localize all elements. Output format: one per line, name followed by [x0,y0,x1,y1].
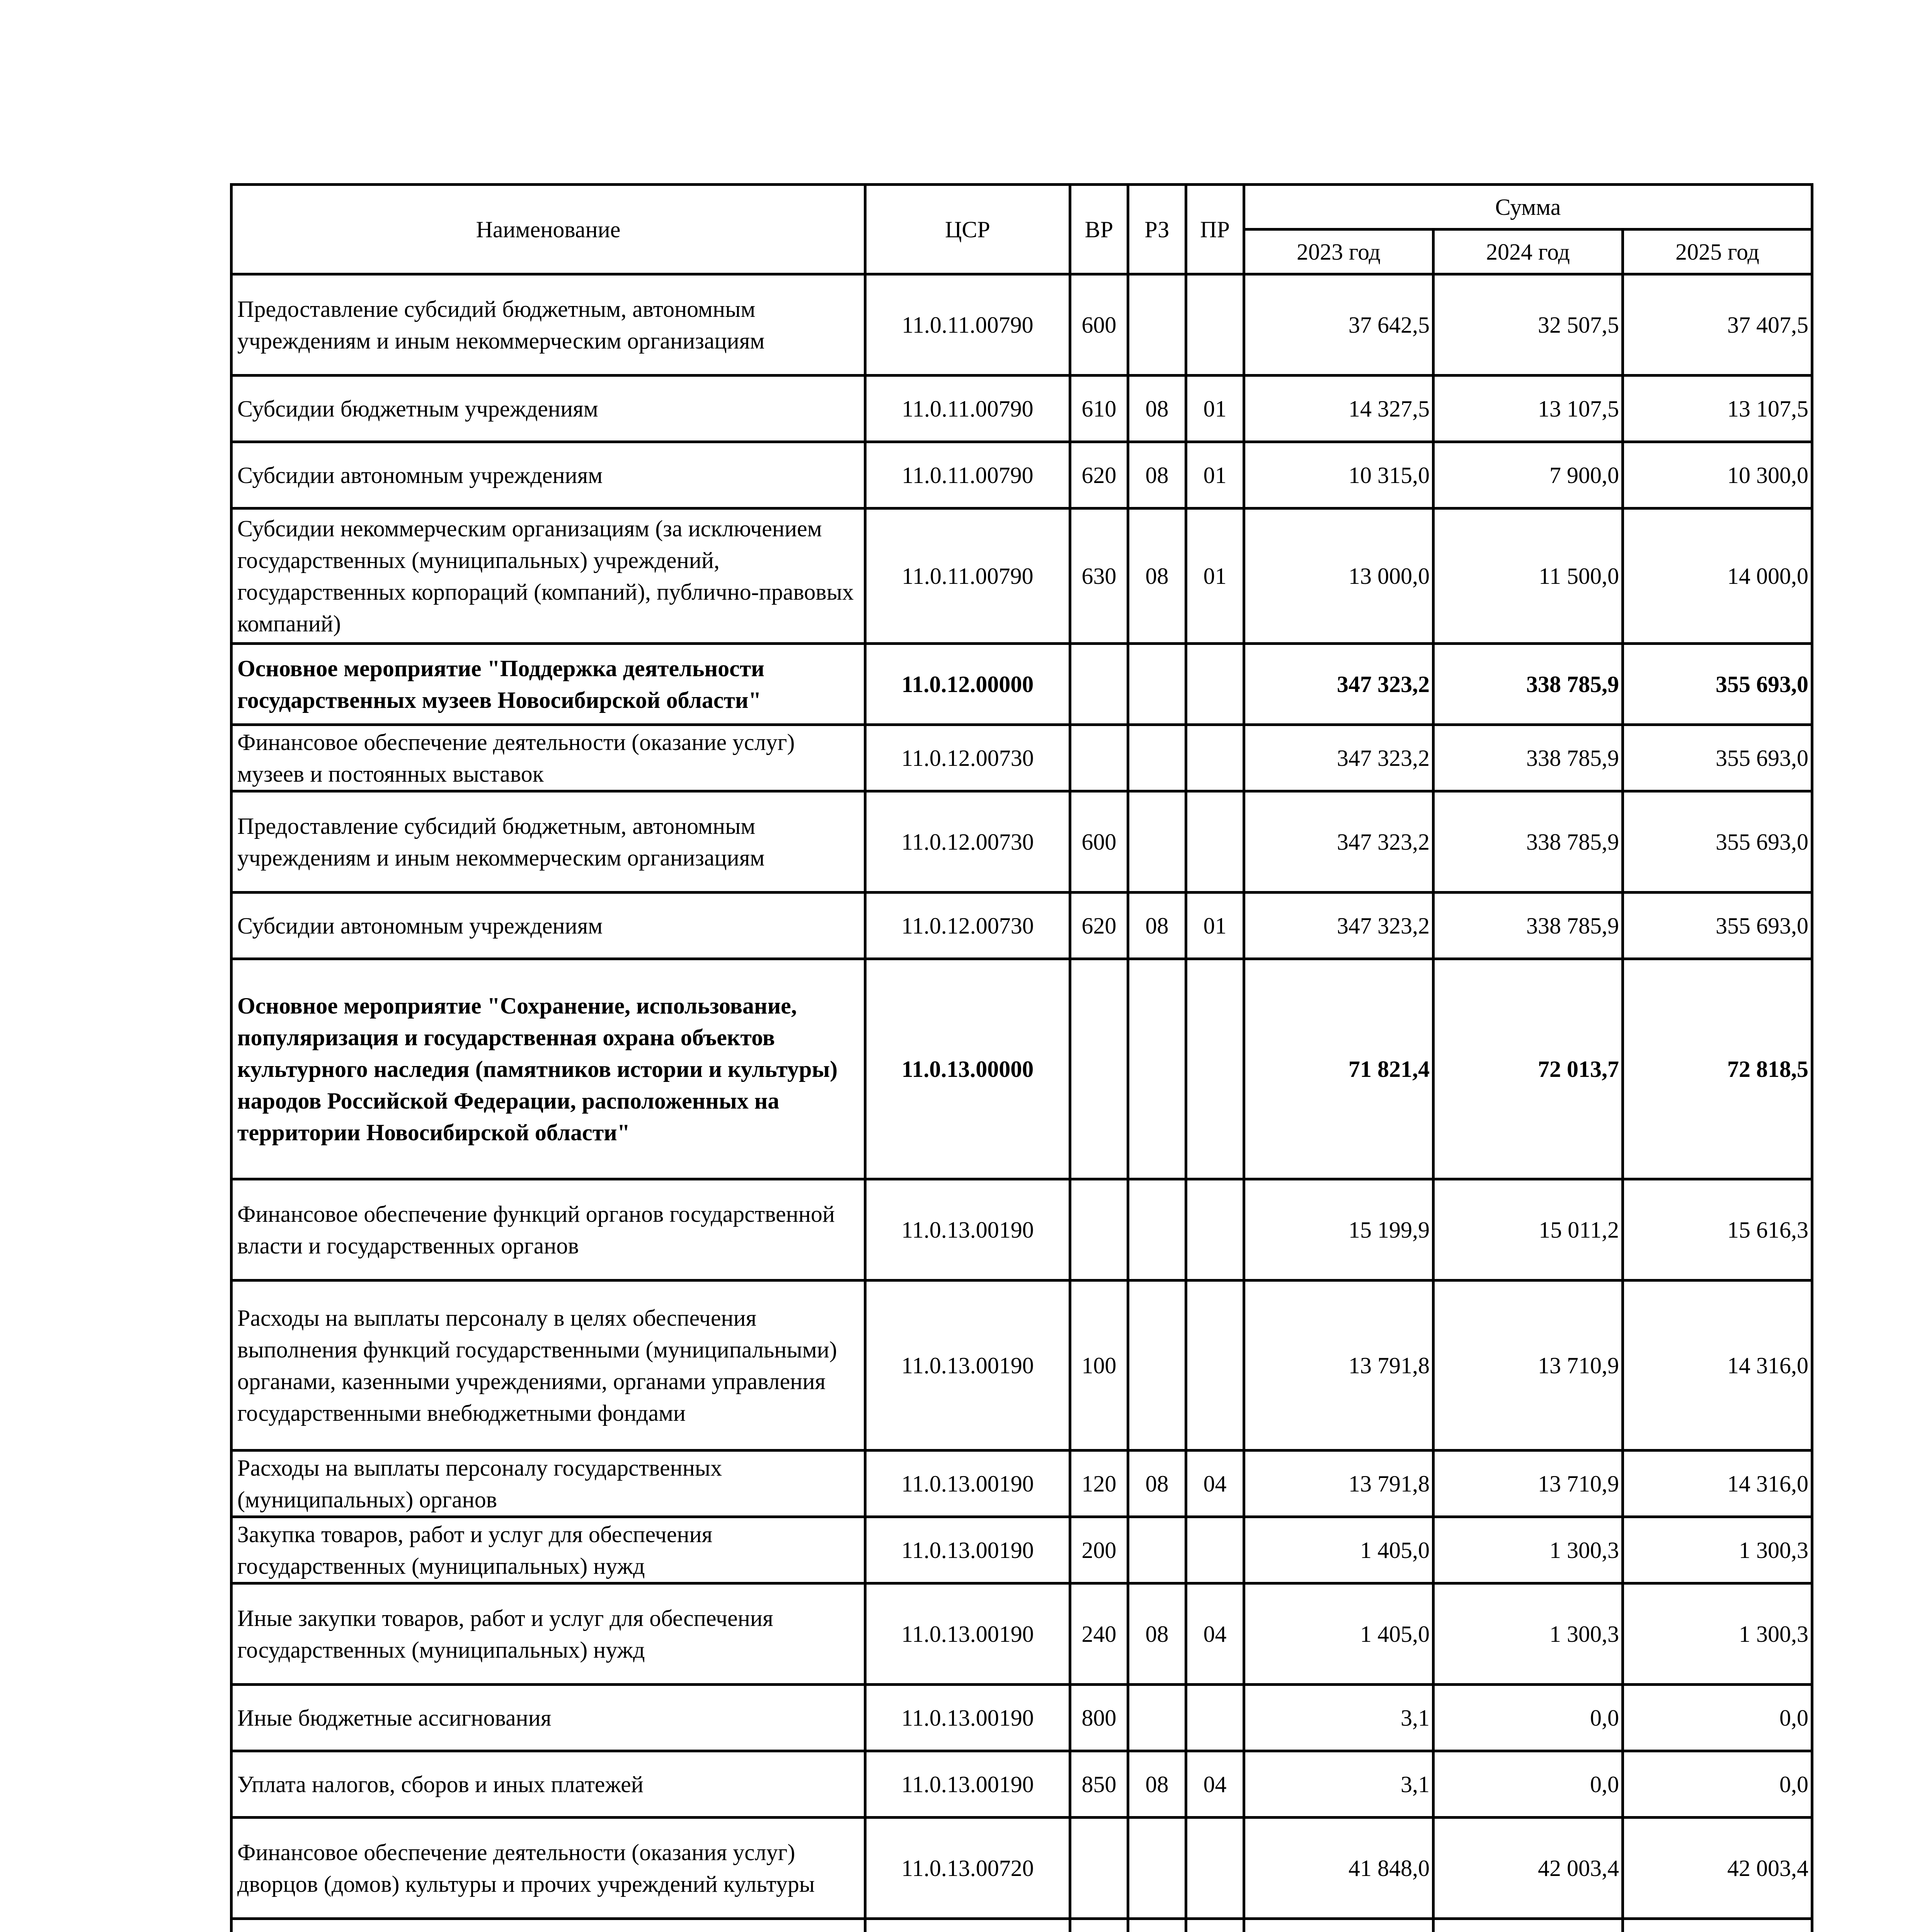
row-sum-2023: 15 199,9 [1244,1179,1433,1281]
row-vr: 600 [1070,274,1128,376]
row-csr: 11.0.12.00730 [865,725,1070,791]
row-sum-2025: 1 300,3 [1623,1517,1812,1583]
row-pr [1186,644,1244,725]
row-rz [1128,1179,1186,1281]
row-vr [1070,1919,1128,1932]
row-sum-2025: 0,0 [1623,1751,1812,1818]
row-sum-2025: 13 107,5 [1623,376,1812,442]
row-pr [1186,959,1244,1179]
row-vr: 120 [1070,1451,1128,1517]
row-sum-2025: 355 693,0 [1623,791,1812,893]
table-row [232,1451,1812,1517]
table-row [232,725,1812,791]
row-sum-2023: 14 327,5 [1244,376,1433,442]
row-sum-2025: 1 300,3 [1623,1583,1812,1685]
row-pr [1186,1919,1244,1932]
row-vr: 240 [1070,1583,1128,1685]
table-row [232,1919,1812,1932]
row-name: Финансовое обеспечение деятельности (оказания услуг) дворцов (домов) культуры и прочих учреждений культуры [232,1818,865,1919]
row-vr: 850 [1070,1751,1128,1818]
row-name: Иные бюджетные ассигнования [232,1685,865,1751]
table-body [232,274,1812,1932]
row-rz [1128,274,1186,376]
row-name: Субсидии бюджетным учреждениям [232,376,865,442]
row-vr: 620 [1070,442,1128,509]
row-rz [1128,1818,1186,1919]
row-csr: 11.0.13.00720 [865,1818,1070,1919]
row-sum-2025 [1623,1919,1812,1932]
header-year-2023: 2023 год [1244,230,1433,274]
row-vr: 630 [1070,509,1128,644]
row-csr: 11.0.11.00790 [865,274,1070,376]
row-sum-2024: 42 003,4 [1433,1818,1623,1919]
row-sum-2025: 0,0 [1623,1685,1812,1751]
table-row [232,1751,1812,1818]
row-rz: 08 [1128,1583,1186,1685]
row-sum-2023: 71 821,4 [1244,959,1433,1179]
row-sum-2025: 14 316,0 [1623,1451,1812,1517]
row-name: Закупка товаров, работ и услуг для обеспечения государственных (муниципальных) нужд [232,1517,865,1583]
row-rz: 08 [1128,893,1186,959]
table-row [232,1818,1812,1919]
table-row [232,893,1812,959]
row-csr: 11.0.13.00190 [865,1451,1070,1517]
table-row [232,442,1812,509]
header-pr: ПР [1186,185,1244,274]
row-sum-2025: 72 818,5 [1623,959,1812,1179]
row-rz: 08 [1128,1451,1186,1517]
row-pr: 01 [1186,893,1244,959]
row-sum-2023: 10 315,0 [1244,442,1433,509]
row-sum-2023: 13 000,0 [1244,509,1433,644]
row-sum-2024: 7 900,0 [1433,442,1623,509]
row-sum-2023: 347 323,2 [1244,791,1433,893]
row-csr: 11.0.11.00790 [865,376,1070,442]
row-vr [1070,644,1128,725]
row-csr: 11.0.13.00190 [865,1179,1070,1281]
row-pr [1186,791,1244,893]
row-rz [1128,725,1186,791]
row-vr: 600 [1070,791,1128,893]
row-vr: 100 [1070,1281,1128,1451]
table-row [232,791,1812,893]
row-name: Финансовое обеспечение функций органов государственной власти и государственных органов [232,1179,865,1281]
row-pr [1186,1517,1244,1583]
row-name: Предоставление субсидий бюджетным, автономным учреждениям и иным некоммерческим организациям [232,791,865,893]
row-name: Основное мероприятие "Сохранение, использование, популяризация и государственная охрана объектов культурного наследия (памятников истории и культуры) народов Российской Федерации, расположенных на территории Новосибирской области" [232,959,865,1179]
row-pr: 04 [1186,1583,1244,1685]
row-csr: 11.0.12.00000 [865,644,1070,725]
row-sum-2025: 355 693,0 [1623,893,1812,959]
row-pr: 01 [1186,509,1244,644]
row-sum-2024: 338 785,9 [1433,893,1623,959]
row-pr [1186,725,1244,791]
row-sum-2023: 3,1 [1244,1751,1433,1818]
row-pr [1186,1281,1244,1451]
row-name: Иные закупки товаров, работ и услуг для обеспечения государственных (муниципальных) нужд [232,1583,865,1685]
row-sum-2024: 13 107,5 [1433,376,1623,442]
row-sum-2024: 338 785,9 [1433,725,1623,791]
row-csr: 11.0.13.00190 [865,1685,1070,1751]
header-year-2024: 2024 год [1433,230,1623,274]
budget-table [230,183,1813,1932]
table-row [232,644,1812,725]
table-row [232,1583,1812,1685]
row-name: Финансовое обеспечение деятельности (оказание услуг) музеев и постоянных выставок [232,725,865,791]
row-sum-2025: 14 000,0 [1623,509,1812,644]
row-sum-2024: 11 500,0 [1433,509,1623,644]
row-vr [1070,1179,1128,1281]
row-vr [1070,1818,1128,1919]
row-csr [865,1919,1070,1932]
row-sum-2024: 338 785,9 [1433,791,1623,893]
row-rz: 08 [1128,1751,1186,1818]
row-csr: 11.0.13.00190 [865,1583,1070,1685]
row-sum-2023: 37 642,5 [1244,274,1433,376]
row-pr [1186,1685,1244,1751]
row-pr: 01 [1186,376,1244,442]
row-sum-2023: 13 791,8 [1244,1451,1433,1517]
row-name: Субсидии некоммерческим организациям (за исключением государственных (муниципальных) учреждений, государственных корпораций (компаний), публично-правовых компаний) [232,509,865,644]
row-sum-2023: 13 791,8 [1244,1281,1433,1451]
row-sum-2024: 15 011,2 [1433,1179,1623,1281]
row-rz [1128,1517,1186,1583]
row-pr [1186,1818,1244,1919]
row-csr: 11.0.13.00190 [865,1517,1070,1583]
row-name: Уплата налогов, сборов и иных платежей [232,1751,865,1818]
row-name: Субсидии автономным учреждениям [232,893,865,959]
row-sum-2023: 1 405,0 [1244,1517,1433,1583]
row-sum-2025: 355 693,0 [1623,725,1812,791]
table-row [232,1281,1812,1451]
header-csr: ЦСР [865,185,1070,274]
row-name: Субсидии автономным учреждениям [232,442,865,509]
row-vr: 200 [1070,1517,1128,1583]
row-rz [1128,1281,1186,1451]
row-sum-2024: 32 507,5 [1433,274,1623,376]
table-row [232,376,1812,442]
row-sum-2025: 42 003,4 [1623,1818,1812,1919]
row-sum-2025: 37 407,5 [1623,274,1812,376]
row-sum-2023: 1 405,0 [1244,1583,1433,1685]
row-sum-2025: 15 616,3 [1623,1179,1812,1281]
row-sum-2024: 0,0 [1433,1685,1623,1751]
row-sum-2024: 338 785,9 [1433,644,1623,725]
header-vr: ВР [1070,185,1128,274]
row-rz [1128,644,1186,725]
row-rz [1128,1919,1186,1932]
row-rz: 08 [1128,376,1186,442]
row-rz [1128,959,1186,1179]
table-row [232,1685,1812,1751]
row-rz [1128,791,1186,893]
row-sum-2024: 1 300,3 [1433,1517,1623,1583]
row-name: Основное мероприятие "Поддержка деятельности государственных музеев Новосибирской области" [232,644,865,725]
row-rz: 08 [1128,442,1186,509]
row-sum-2023: 41 848,0 [1244,1818,1433,1919]
row-sum-2024: 72 013,7 [1433,959,1623,1179]
row-sum-2024: 1 300,3 [1433,1583,1623,1685]
table-row [232,1179,1812,1281]
row-csr: 11.0.13.00190 [865,1751,1070,1818]
row-vr [1070,959,1128,1179]
row-csr: 11.0.13.00190 [865,1281,1070,1451]
row-rz [1128,1685,1186,1751]
row-sum-2024: 13 710,9 [1433,1281,1623,1451]
row-sum-2023 [1244,1919,1433,1932]
row-sum-2024: 13 710,9 [1433,1451,1623,1517]
table-row [232,959,1812,1179]
row-vr: 610 [1070,376,1128,442]
row-sum-2023: 3,1 [1244,1685,1433,1751]
row-csr: 11.0.12.00730 [865,791,1070,893]
row-name: Расходы на выплаты персоналу в целях обеспечения выполнения функций государственными (муниципальными) органами, казенными учреждениями, органами управления государственными внебюджетными фондами [232,1281,865,1451]
table-row [232,274,1812,376]
row-pr: 04 [1186,1751,1244,1818]
row-pr [1186,1179,1244,1281]
row-pr: 04 [1186,1451,1244,1517]
row-csr: 11.0.11.00790 [865,509,1070,644]
header-name: Наименование [232,185,865,274]
row-name: Предоставление субсидий бюджетным, автономным учреждениям и иным некоммерческим организациям [232,274,865,376]
row-sum-2023: 347 323,2 [1244,644,1433,725]
row-rz: 08 [1128,509,1186,644]
row-sum-2023: 347 323,2 [1244,725,1433,791]
row-vr: 800 [1070,1685,1128,1751]
row-csr: 11.0.12.00730 [865,893,1070,959]
row-sum-2025: 14 316,0 [1623,1281,1812,1451]
row-name: Расходы на выплаты персоналу государственных (муниципальных) органов [232,1451,865,1517]
table-row [232,509,1812,644]
row-vr: 620 [1070,893,1128,959]
row-vr [1070,725,1128,791]
row-sum-2024: 0,0 [1433,1751,1623,1818]
row-csr: 11.0.13.00000 [865,959,1070,1179]
header-year-2025: 2025 год [1623,230,1812,274]
header-rz: РЗ [1128,185,1186,274]
row-pr [1186,274,1244,376]
row-pr: 01 [1186,442,1244,509]
row-sum-2025: 10 300,0 [1623,442,1812,509]
row-name [232,1919,865,1932]
row-csr: 11.0.11.00790 [865,442,1070,509]
header-sum: Сумма [1244,185,1812,230]
row-sum-2025: 355 693,0 [1623,644,1812,725]
row-sum-2023: 347 323,2 [1244,893,1433,959]
row-sum-2024 [1433,1919,1623,1932]
table-row [232,1517,1812,1583]
